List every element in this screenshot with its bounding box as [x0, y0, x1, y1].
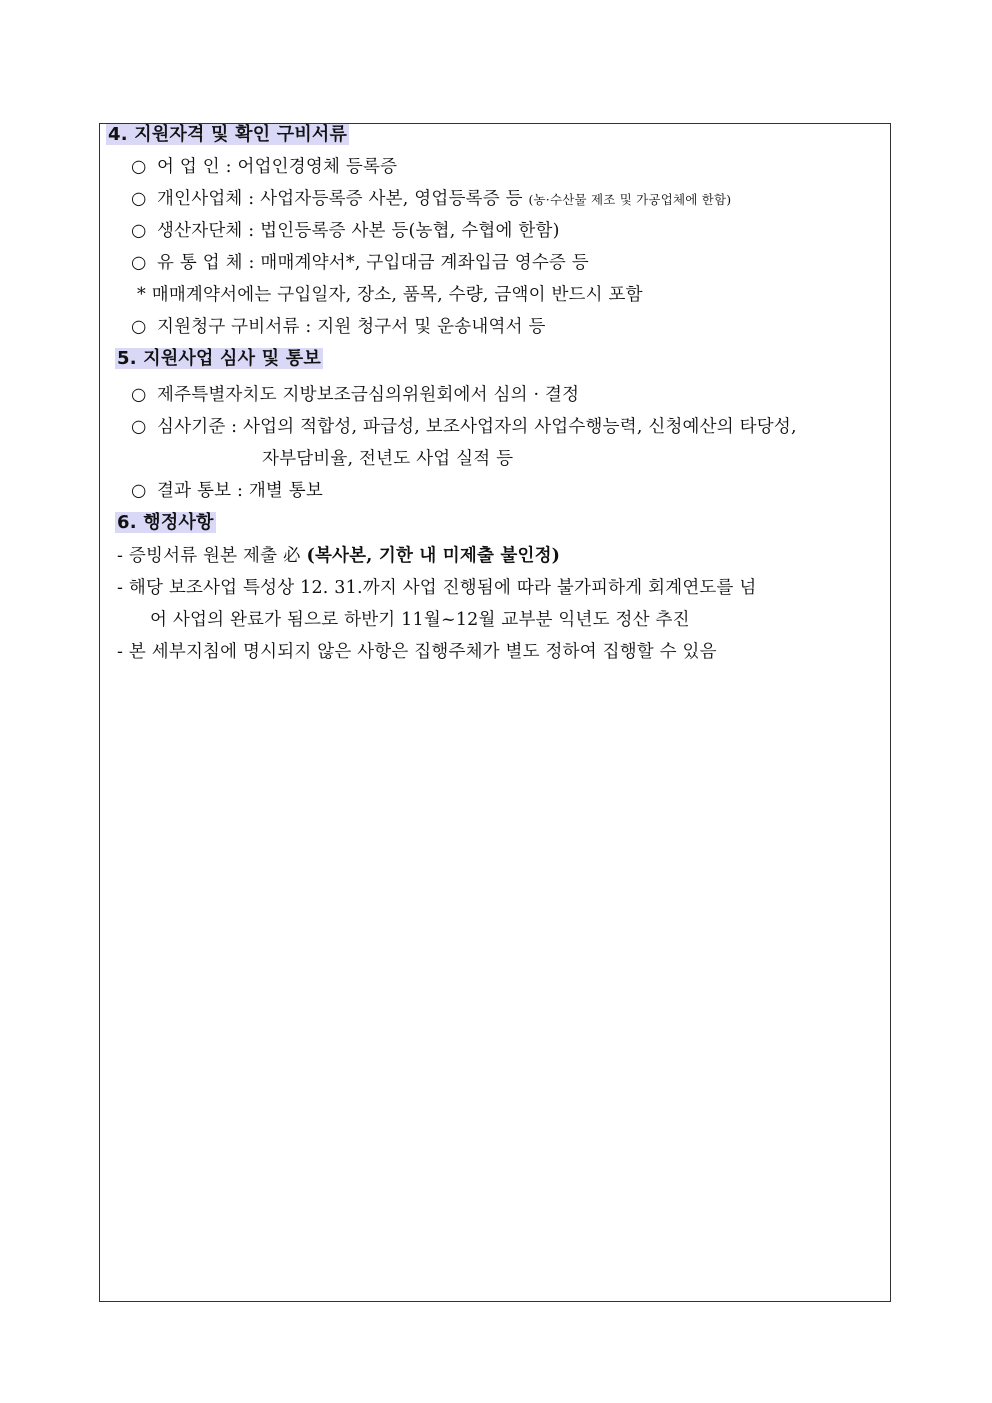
s6-item-unspecified-matters: - 본 세부지침에 명시되지 않은 사항은 집행주체가 별도 정하여 집행할 수 있음	[117, 642, 717, 662]
s5-criteria-continued: 자부담비율, 전년도 사업 실적 등	[262, 449, 514, 469]
s6-item-fiscal-year: - 해당 보조사업 특성상 12. 31.까지 사업 진행됨에 따라 불가피하게 회계연도를 넘	[117, 578, 757, 598]
section-4-heading: 4. 지원자격 및 확인 구비서류	[108, 124, 348, 145]
s4-item-claim-docs: ○ 지원청구 구비서류 : 지원 청구서 및 운송내역서 등	[131, 317, 546, 337]
s5-item-criteria: ○ 심사기준 : 사업의 적합성, 파급성, 보조사업자의 사업수행능력, 신청예산의 타당성,	[131, 417, 797, 437]
s4-item-fisherman: ○ 어 업 인 : 어업인경영체 등록증	[131, 157, 398, 177]
s5-item-review-committee: ○ 제주특별자치도 지방보조금심의위원회에서 심의 · 결정	[131, 385, 580, 405]
section-5-heading: 5. 지원사업 심사 및 통보	[117, 348, 321, 369]
s4-note: * 매매계약서에는 구입일자, 장소, 품목, 수량, 금액이 반드시 포함	[137, 285, 643, 305]
s4-item-distributor: ○ 유 통 업 체 : 매매계약서*, 구입대금 계좌입금 영수증 등	[131, 253, 589, 273]
s5-item-notification: ○ 결과 통보 : 개별 통보	[131, 481, 323, 501]
s4-item-sole-proprietor: ○ 개인사업체 : 사업자등록증 사본, 영업등록증 등 (농·수산물 제조 및 가공업체에 한함)	[131, 189, 732, 209]
s6-item-original-docs: - 증빙서류 원본 제출 必 (복사본, 기한 내 미제출 불인정)	[117, 546, 561, 566]
s4-item-producer-group: ○ 생산자단체 : 법인등록증 사본 등(농협, 수협에 한함)	[131, 221, 560, 241]
s6-item-fiscal-year-continued: 어 사업의 완료가 됨으로 하반기 11월~12월 교부분 익년도 정산 추진	[150, 610, 690, 630]
section-6-heading: 6. 행정사항	[117, 512, 214, 533]
